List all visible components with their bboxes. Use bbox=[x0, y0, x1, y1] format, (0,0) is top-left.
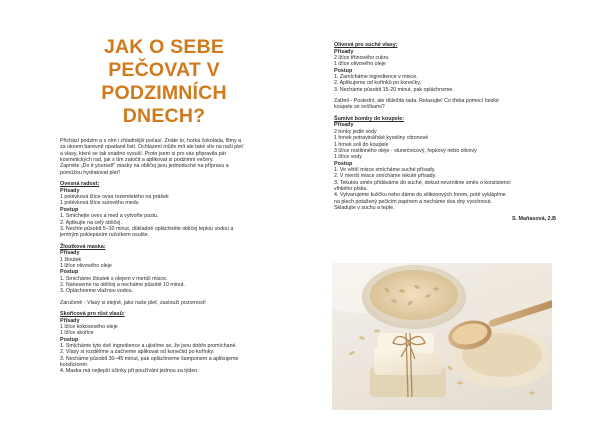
procedure-step: jemným poklepáním ručníkem osušte. bbox=[60, 232, 150, 239]
ingredient-item: 1 polévková lžíce ovsa rozemletého na prášek bbox=[60, 194, 169, 201]
ingredients-label: Přísady bbox=[60, 250, 80, 257]
procedure-step: vlhkého písku. bbox=[334, 185, 368, 192]
procedure-step: 4. Vytvarujeme kuličku nebo dáme do silikonových forem, poté vyklápíme bbox=[334, 192, 506, 199]
ingredient-item: 1 lžíce kokosového oleje bbox=[60, 324, 118, 330]
procedure-label: Postup bbox=[60, 206, 79, 213]
section-note: Zatřeti - Poslední, ale důležitá rada. Relaxujte! Co třeba pomocí hezké bbox=[334, 98, 499, 105]
procedure-step: 3. Nechte působit 5–10 minut, důkladně opláchněte obličej teplou vodou a bbox=[60, 225, 234, 232]
procedure-step: kondicionér. bbox=[60, 362, 89, 369]
intro-line: kosmetických rad, jak s tím zatočit a aplikovat si podzimní večery. bbox=[60, 157, 214, 164]
ingredient-item: 1 hrnek potravinářské kyseliny citronové bbox=[334, 135, 429, 142]
recipe-heading: Olivová pro suché vlasy: bbox=[334, 42, 398, 48]
author-signature: S. Maňasová, 2.B bbox=[511, 216, 556, 223]
recipe-yolk bbox=[60, 244, 268, 306]
photo-illustration bbox=[332, 263, 552, 410]
ingredient-item: 2 lžíce třtinového cukru bbox=[334, 55, 389, 61]
procedure-step: 2. V menší misce smícháme tekuté přísady. bbox=[334, 173, 437, 180]
intro-paragraph bbox=[60, 138, 268, 176]
recipe-heading: Skořicová pro růst vlasů: bbox=[60, 311, 125, 317]
ingredients-label: Přísady bbox=[60, 317, 80, 324]
title-line-1: JAK O SEBE PEČOVAT V bbox=[103, 36, 225, 81]
procedure-step: 3. Necháme působit 15-20 minut, pak opláchneme. bbox=[334, 86, 454, 93]
procedure-label: Postup bbox=[334, 160, 353, 167]
procedure-step: Skladujte v suchu a teple. bbox=[334, 205, 395, 211]
ingredient-item: 1 lžíce olivového oleje bbox=[60, 262, 112, 269]
recipe-bath-bombs bbox=[334, 116, 556, 212]
procedure-step: 1. Zamícháme ingredience v misce. bbox=[334, 74, 418, 81]
intro-line: za oknem barevně opadané listí. Ochlazení může mít ale také vliv na naši pleť bbox=[60, 144, 244, 151]
ingredient-item: 1 hrnek soli do koupele bbox=[334, 141, 389, 148]
procedure-step: 3. Tekutou směs přidáváme do suché, dokud nevznikne směs o konzistenci bbox=[334, 179, 511, 186]
recipe-cinnamon bbox=[60, 311, 268, 375]
procedure-step: na plech potažený pečicím papírem a necháme dva dny vyschnout. bbox=[334, 198, 493, 205]
procedure-label: Postup bbox=[60, 269, 79, 276]
procedure-step: 3. Opláchneme vlažnou vodou. bbox=[60, 288, 134, 295]
section-note: Zaručeně - Vlasy si stejně, jako naše pleť, zaslouží pozornost! bbox=[60, 299, 206, 306]
recipe-heading: Žloutková maska: bbox=[60, 243, 106, 250]
procedure-step: 2. Aplikujeme od kořínků po konečky. bbox=[334, 80, 422, 87]
ingredients-label: Přísady bbox=[60, 187, 80, 194]
procedure-step: 2. Aplikujte na celý obličej. bbox=[60, 219, 122, 226]
right-column bbox=[334, 42, 556, 223]
procedure-step: 4. Maska má nejlepší účinky při používání jednou za týden. bbox=[60, 368, 199, 375]
procedure-step: 1. Smícháme tyto dvě ingredience a ujistíme se, že jsou dobře promíchané. bbox=[60, 343, 237, 350]
page-title bbox=[60, 36, 268, 128]
ingredient-item: 2 hrnky jedlé sody bbox=[334, 128, 377, 135]
ingredient-item: 1 lžíce skořice bbox=[60, 330, 94, 337]
ingredient-item: 1 žloutek bbox=[60, 256, 82, 263]
procedure-step: 3. Necháme působit 30–45 minut, pak opláchneme šamponem a aplikujeme bbox=[60, 355, 239, 362]
intro-line: Přichází podzim a s ním i chladnější počasí. Znáte to, horká čokoláda, filmy a bbox=[60, 138, 242, 144]
recipe-olive bbox=[334, 42, 556, 111]
recipe-oat bbox=[60, 181, 268, 238]
procedure-step: 2. Vlasy si rozdělíme a začneme aplikovat od konečků po kořínky. bbox=[60, 349, 215, 356]
recipe-heading: Šumivé bomby do koupele: bbox=[334, 115, 405, 122]
recipe-heading: Ovesná radost: bbox=[60, 181, 100, 188]
intro-line: Zapněte „Do it yourself“ masky na obličej jsou jednoduché na přípravu a bbox=[60, 163, 229, 170]
cosmetics-photo bbox=[332, 263, 552, 410]
ingredient-item: 1 lžíce vody bbox=[334, 154, 362, 161]
procedure-label: Postup bbox=[60, 336, 79, 343]
ingredients-label: Přísady bbox=[334, 48, 354, 55]
procedure-step: 1. Smíchejte oves a med a vytvořte pastu. bbox=[60, 213, 159, 220]
ingredient-item: 1 lžíce olivového oleje bbox=[334, 61, 386, 68]
ingredient-item: 1 polévková lžíce surového medu bbox=[60, 200, 139, 207]
procedure-step: 1. Smícháme žloutek s olejem v menší misce. bbox=[60, 275, 168, 282]
procedure-step: 1. Ve větší misce smícháme suché přísady. bbox=[334, 166, 436, 173]
ingredients-label: Přísady bbox=[334, 122, 354, 129]
ingredient-item: 3 lžíce rostlinného oleje - slunečnicový, řepkový nebo olivový bbox=[334, 147, 477, 154]
title-line-2: PODZIMNÍCH DNECH? bbox=[101, 82, 227, 127]
intro-line: pomůžou hydratovat pleť! bbox=[60, 169, 120, 176]
section-note: koupele se svíčkami? bbox=[334, 104, 385, 111]
procedure-step: 2. Naneseme na obličej a necháme působit 10 minut. bbox=[60, 281, 185, 288]
procedure-label: Postup bbox=[334, 67, 353, 74]
intro-line: a vlasy, které se tak snadno vysuší. Proto jsem si pro vás připravila pár bbox=[60, 150, 227, 157]
left-column bbox=[60, 36, 268, 375]
